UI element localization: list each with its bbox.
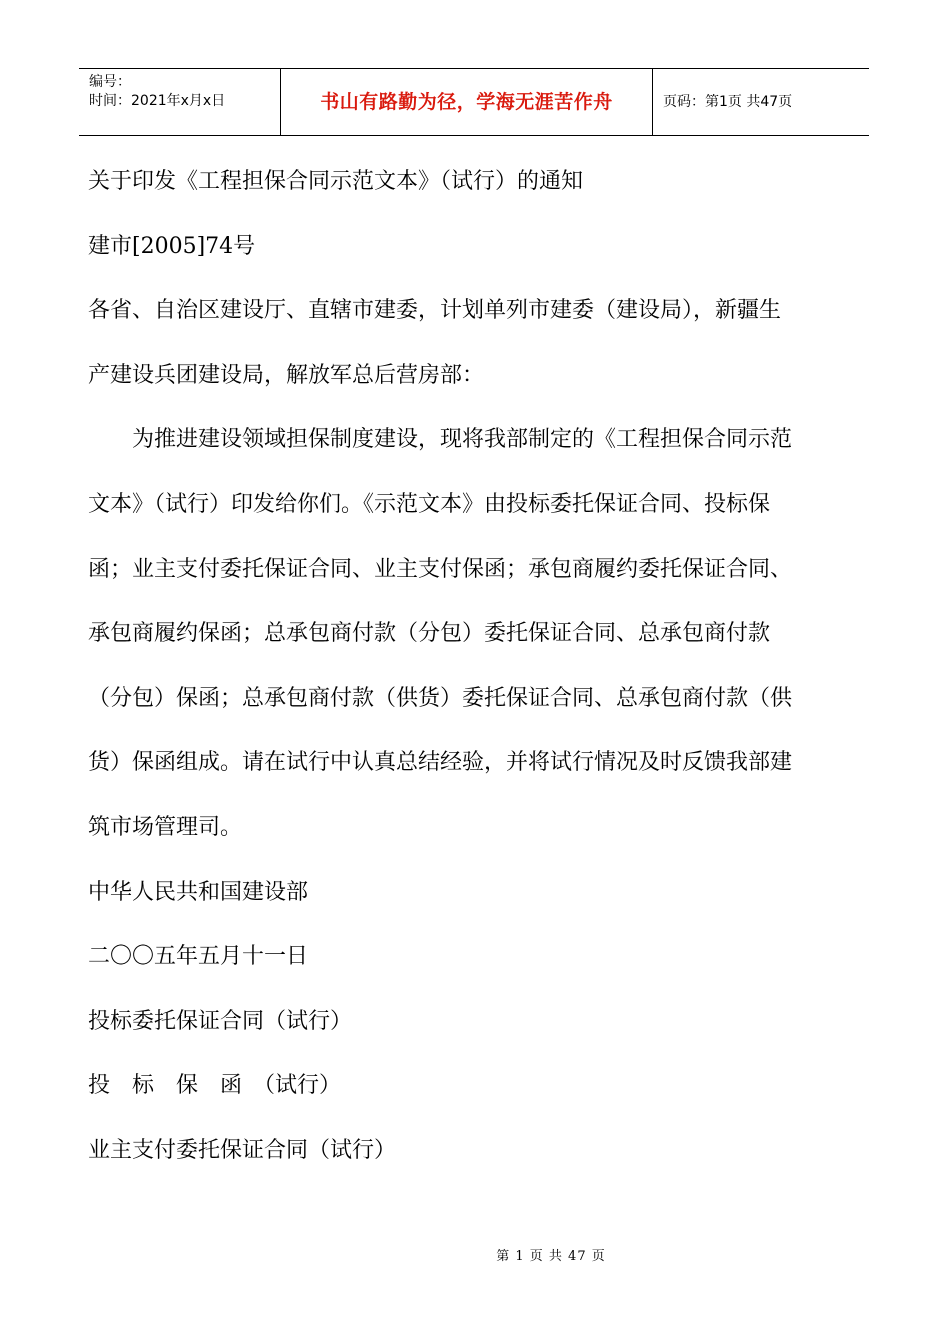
page-header <box>79 68 869 136</box>
document-title: 关于印发《工程担保合同示范文本》（试行）的通知 <box>88 169 584 194</box>
section-heading-bid-bond: 投 标 保 函 （试行） <box>88 1073 342 1099</box>
recipients-line-2: 产建设兵团建设局，解放军总后营房部： <box>88 362 485 388</box>
section-heading-owner-payment-guarantee: 业主支付委托保证合同（试行） <box>88 1137 397 1163</box>
body-paragraph-line-7: 筑市场管理司。 <box>88 814 243 840</box>
header-meta <box>79 69 281 135</box>
issuing-authority: 中华人民共和国建设部 <box>88 879 309 905</box>
document-number-label: 编号： <box>89 74 131 90</box>
document-body <box>88 150 863 1184</box>
body-paragraph-line-4: 承包商履约保函；总承包商付款（分包）委托保证合同、总承包商付款 <box>88 621 771 647</box>
page-footer: 第 1 页 共 47 页 <box>496 1249 606 1264</box>
header-motto: 书山有路勤为径，学海无涯苦作舟 <box>281 69 653 135</box>
body-paragraph-line-2: 文本》（试行）印发给你们。《示范文本》由投标委托保证合同、投标保 <box>88 491 771 517</box>
document-reference-number: 建市[2005]74号 <box>88 233 256 259</box>
body-paragraph-line-6: 货）保函组成。请在试行中认真总结经验，并将试行情况及时反馈我部建 <box>88 750 793 776</box>
body-paragraph-line-5: （分包）保函；总承包商付款（供货）委托保证合同、总承包商付款（供 <box>88 685 793 711</box>
recipients-line-1: 各省、自治区建设厅、直辖市建委，计划单列市建委（建设局），新疆生 <box>88 298 782 324</box>
header-page-info: 页码：第1页 共47页 <box>663 94 793 110</box>
body-paragraph-line-1: 为推进建设领域担保制度建设，现将我部制定的《工程担保合同示范 <box>88 427 793 453</box>
section-heading-bid-entrusted-guarantee: 投标委托保证合同（试行） <box>88 1008 353 1034</box>
document-time-label: 时间：2021年x月x日 <box>89 93 226 109</box>
body-paragraph-line-3: 函；业主支付委托保证合同、业主支付保函；承包商履约委托保证合同、 <box>88 556 793 582</box>
issue-date: 二〇〇五年五月十一日 <box>88 944 309 970</box>
